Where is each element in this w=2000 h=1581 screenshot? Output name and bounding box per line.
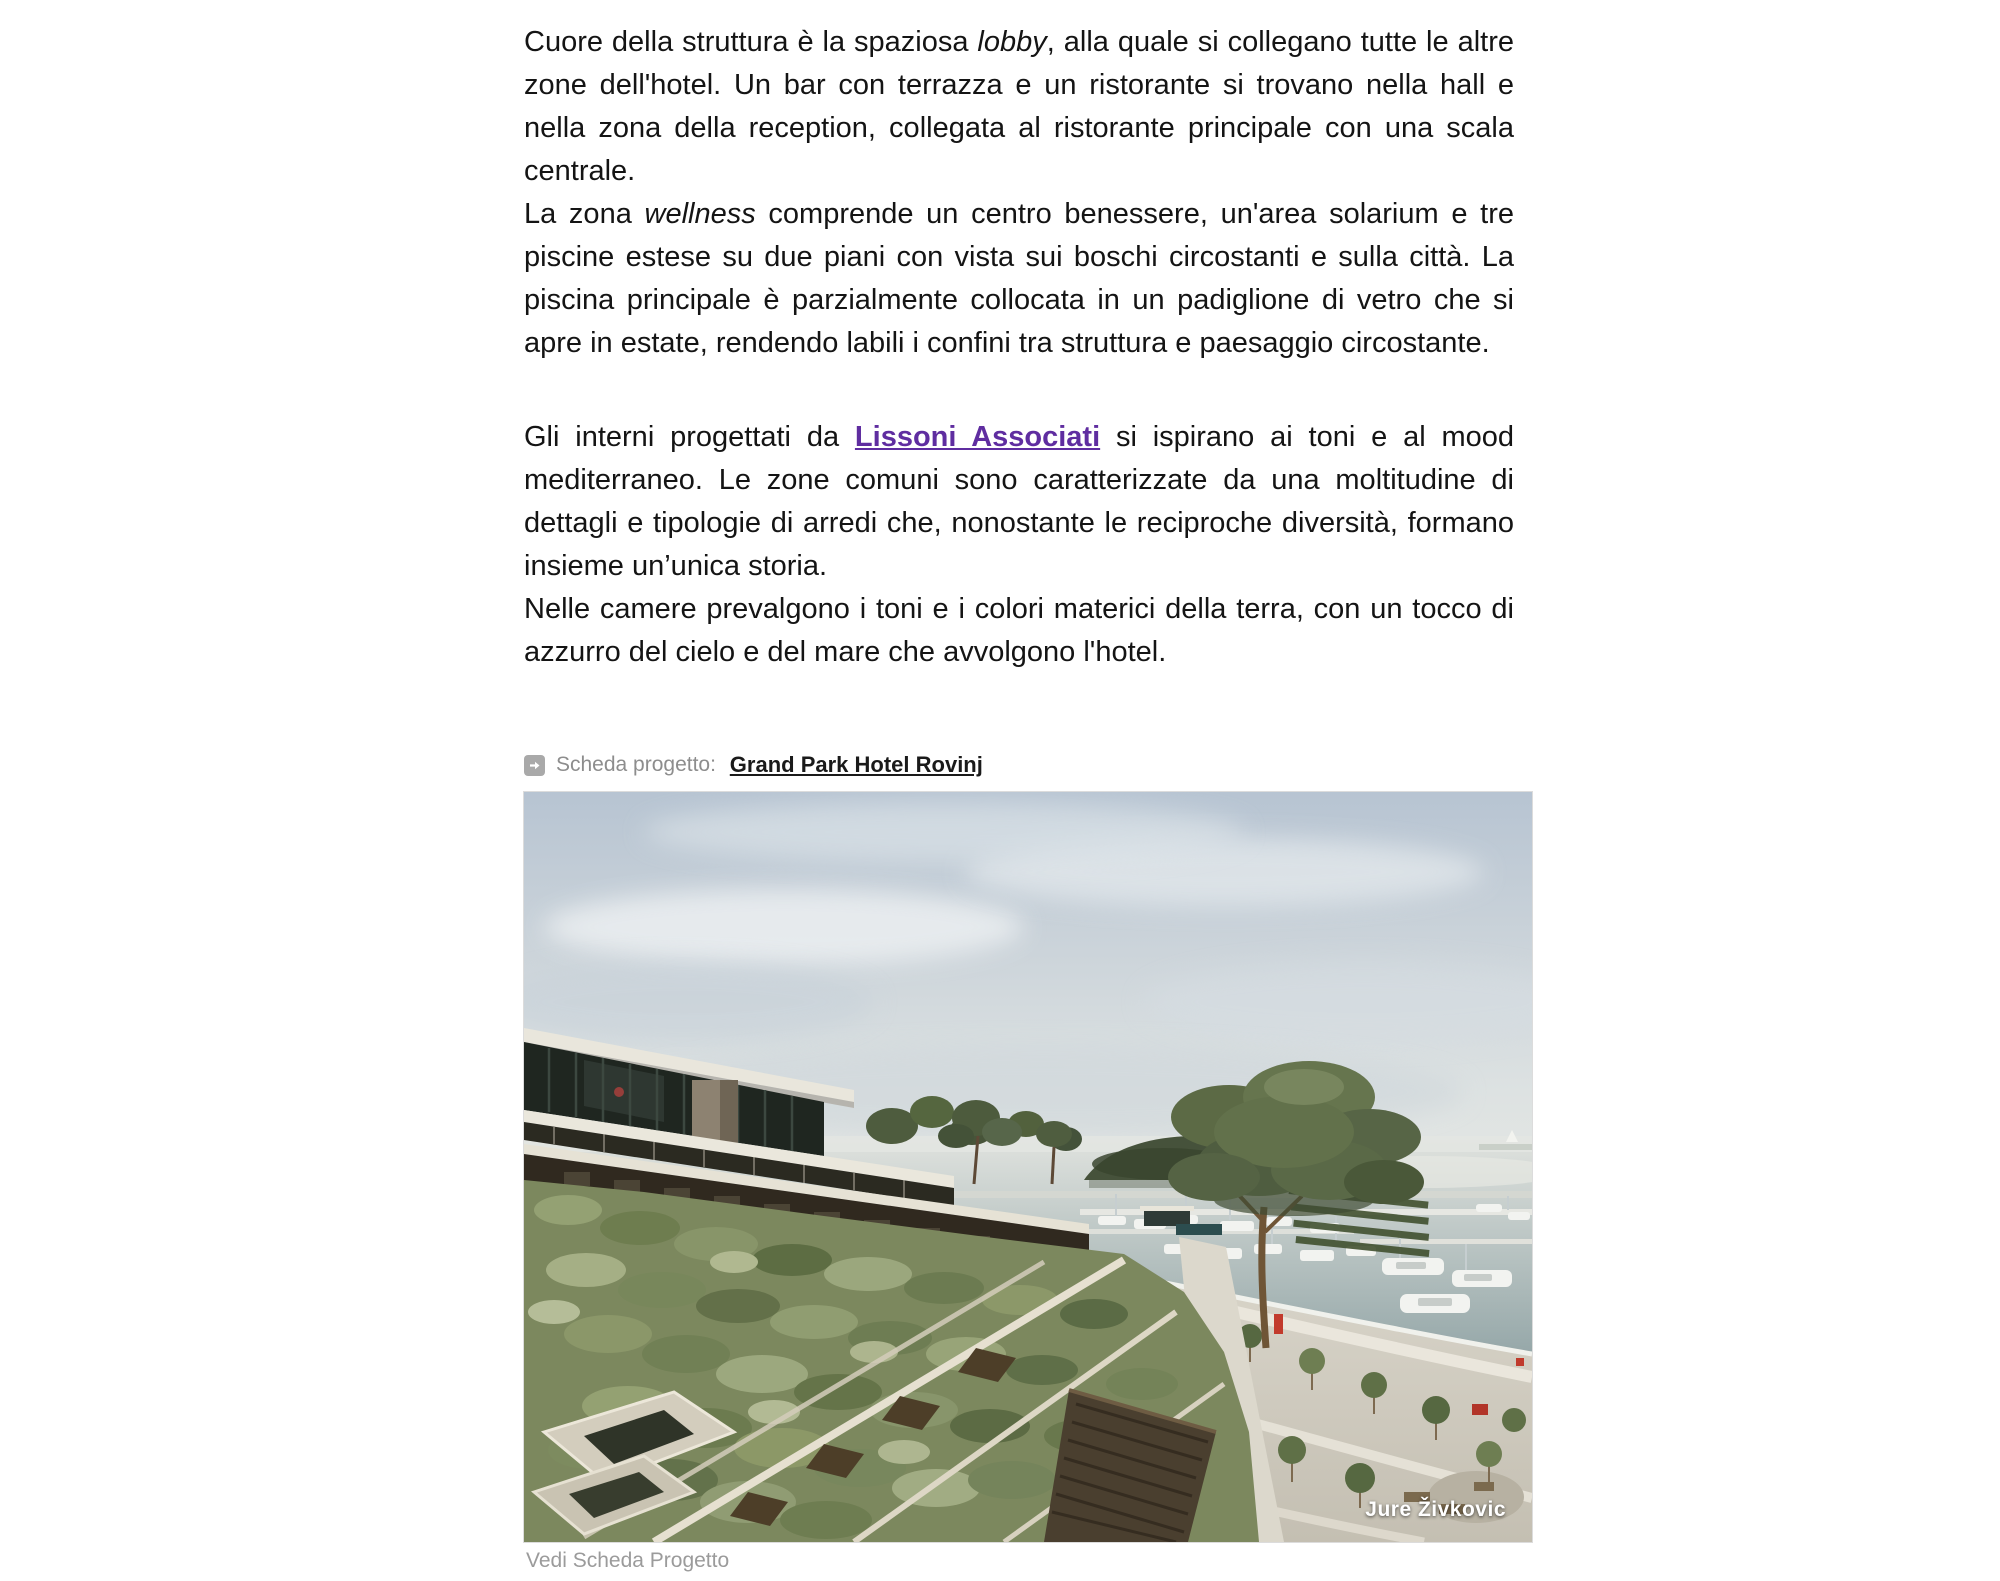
hotel-photo-graphic [524,792,1532,1542]
paragraph [524,416,1514,588]
project-sheet-label: Scheda progetto: [556,753,722,776]
paragraph [524,21,1514,193]
lissoni-associati-link[interactable]: Lissoni Associati [854,421,1101,453]
text-run: si ispirano ai toni e al mood mediterraneo. Le zone comuni sono caratterizzate da una moltitudine di dettagli e tipologie di arredi che, nonostante le reciproche diversità, formano insieme un’unica storia. [524,421,1515,582]
hotel-photo[interactable] [524,792,1532,1542]
article-body [524,21,1514,674]
paragraph [524,193,1514,365]
text-run: Cuore della struttura è la spaziosa [524,26,978,58]
italic-term: wellness [644,198,756,230]
text-run: La zona [524,198,645,230]
text-run: Gli interni progettati da [524,421,855,453]
arrow-right-box-icon [524,755,545,776]
project-sheet-line [524,750,983,780]
text-run: Nelle camere prevalgono i toni e i colori materici della terra, con un tocco di azzurro del cielo e del mare che avvolgono l'hotel. [524,593,1514,668]
paragraph [524,588,1514,674]
text-run: , alla quale si collegano tutte le altre zone dell'hotel. Un bar con terrazza e un ristorante si trovano nella hall e nella zona della reception, collegata al ristorante principale con una scala centrale. [524,26,1514,187]
text-run: comprende un centro benessere, un'area solarium e tre piscine estese su due piani con vista sui boschi circostanti e sulla città. La piscina principale è parzialmente collocata in un padiglione di vetro che si apre in estate, rendendo labili i confini tra struttura e paesaggio circostante. [524,198,1514,359]
italic-term: lobby [977,26,1047,58]
vedi-scheda-progetto-link[interactable]: Vedi Scheda Progetto [526,1549,730,1572]
photo-credit: Jure Živkovic [1365,1498,1506,1521]
project-sheet-link[interactable]: Grand Park Hotel Rovinj [729,752,983,777]
